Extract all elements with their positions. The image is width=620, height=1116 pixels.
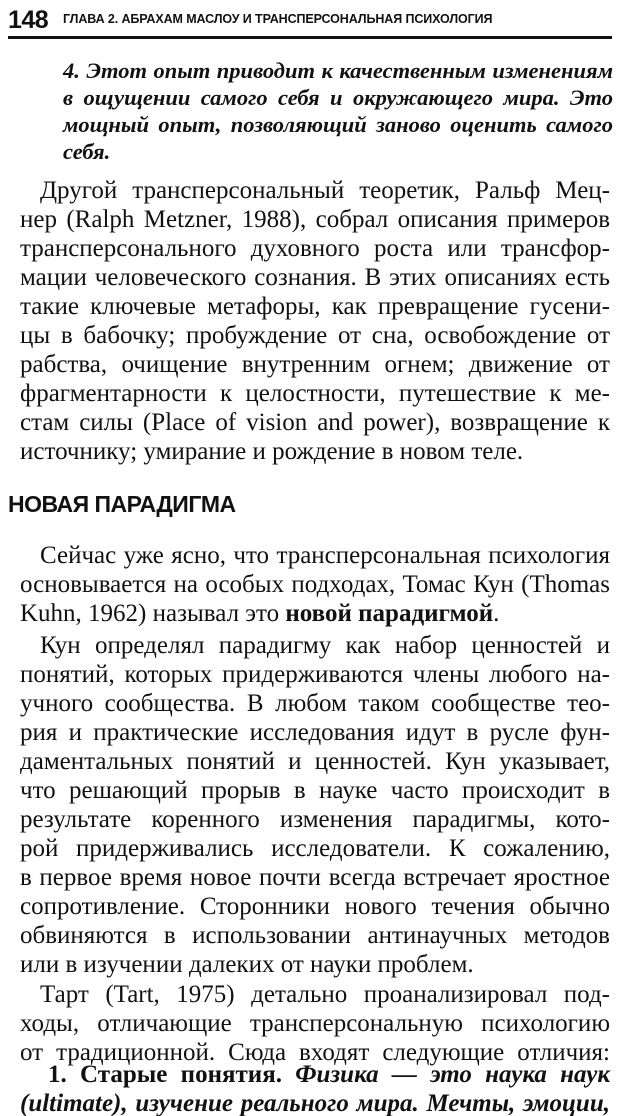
paragraph-line: основывается на особых подходах, Томас Кун (Thomas (20, 571, 610, 598)
paragraph-text: Kuhn, 1962) называл это (20, 600, 286, 627)
list-item-line: (ultimate), изучение реального мира. Мечты, эмоции, (20, 1090, 610, 1116)
paragraph-line: такие ключевые метафоры, как превращение гусени- (20, 293, 610, 320)
quote-line: мощный опыт, позволяющий заново оценить самого (63, 112, 613, 137)
paragraph-line: трансперсонального духовного роста или трансфор- (20, 235, 610, 262)
list-term: Старые понятия. (80, 1061, 282, 1088)
paragraph-line: Тарт (Tart, 1975) детально проанализировал под- (40, 981, 610, 1008)
list-item-line (20, 1060, 610, 1089)
paragraph-line: нер (Ralph Metzner, 1988), собрал описания примеров (20, 206, 610, 233)
paragraph-line: рой придерживались исследователи. К сожалению, (20, 835, 610, 862)
paragraph-line: даментальных понятий и ценностей. Кун указывает, (20, 748, 610, 775)
list-number: 1. (48, 1061, 67, 1088)
paragraph-line: в первое время новое почти всегда встречает яростное (20, 864, 610, 891)
paragraph-text: . (493, 600, 500, 627)
emphasis-term: новой парадигмой (285, 600, 494, 627)
paragraph-line: ходы, отличающие трансперсональную психологию (20, 1010, 610, 1037)
header-rule (8, 36, 612, 39)
paragraph-line: Другой трансперсональный теоретик, Ральф Мец- (40, 177, 610, 204)
running-header (8, 4, 612, 40)
paragraph-line: понятий, которых придерживаются члены любого на- (20, 661, 610, 688)
quote-line: в ощущении самого себя и окружающего мира. Это (63, 85, 613, 110)
quote-line: 4. Этот опыт приводит к качественным изменениям (63, 58, 613, 83)
paragraph-metzner (20, 176, 610, 466)
paragraph-line: рабства, очищение внутренним огнем; движение от (20, 351, 610, 378)
paragraph-line: обвиняются в использовании антинаучных методов (20, 922, 610, 949)
paragraph-kuhn-intro (20, 541, 610, 628)
paragraph-line: от традиционной. Сюда входят следующие отличия: (20, 1039, 610, 1066)
paragraph-line: или в изучении далеких от науки проблем. (20, 951, 474, 978)
paragraph-line: что решающий прорыв в науке часто происходит в (20, 777, 610, 804)
paragraph-line: фрагментарности к целостности, путешествие к ме- (20, 380, 610, 407)
paragraph-tart (20, 980, 610, 1067)
paragraph-line: Кун определял парадигму как набор ценностей и (40, 632, 610, 659)
running-title: ГЛАВА 2. АБРАХАМ МАСЛОУ И ТРАНСПЕРСОНАЛЬНАЯ ПСИХОЛОГИЯ (63, 12, 493, 26)
paragraph-line-mixed (20, 599, 610, 628)
paragraph-line: сопротивление. Сторонники нового течения обычно (20, 893, 610, 920)
paragraph-line: учного сообщества. В любом таком сообществе тео- (20, 690, 610, 717)
paragraph-line: цы в бабочку; пробуждение от сна, освобождение от (20, 322, 610, 349)
list-item-old-concepts (20, 1060, 610, 1116)
page-number: 148 (8, 6, 49, 34)
quote-line: себя. (63, 139, 111, 164)
paragraph-paradigm-definition (20, 631, 610, 979)
paragraph-line: мации человеческого сознания. В этих описаниях есть (20, 264, 610, 291)
paragraph-line: стам силы (Place of vision and power), возвращение к (20, 409, 610, 436)
quote-block (63, 57, 613, 165)
paragraph-line: рия и практические исследования идут в русле фун- (20, 719, 610, 746)
paragraph-line: результате коренного изменения парадигмы, кото- (20, 806, 610, 833)
paragraph-line: Сейчас уже ясно, что трансперсональная психология (40, 542, 610, 569)
paragraph-line: источнику; умирание и рождение в новом теле. (20, 438, 524, 465)
section-heading: НОВАЯ ПАРАДИГМА (8, 491, 236, 517)
list-text: Физика — это наука наук (295, 1061, 610, 1088)
